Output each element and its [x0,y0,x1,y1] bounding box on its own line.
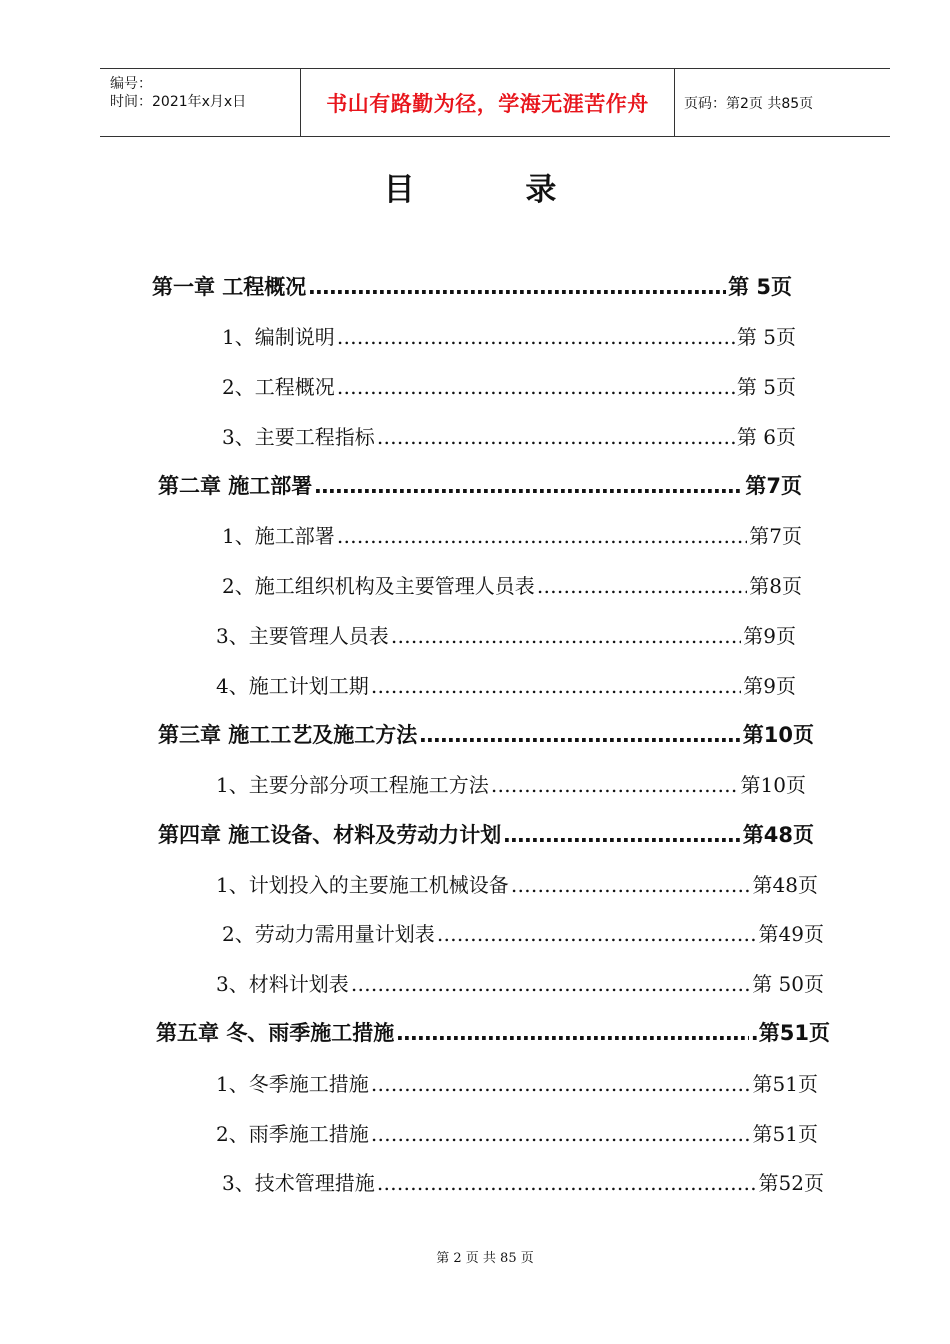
toc-leader-dots [371,674,742,698]
toc-entry-page: 第 5页 [728,275,792,299]
toc-entry-page: 第 5页 [736,325,796,349]
toc-leader-dots [511,873,751,897]
toc-entry-label: 第五章 冬、雨季施工措施 [156,1021,395,1045]
toc-entry-label: 3、材料计划表 [216,972,349,996]
toc-entry-label: 3、主要工程指标 [222,425,375,449]
toc-entry-page: 第48页 [742,823,814,847]
toc-entry-label: 2、工程概况 [222,375,335,399]
toc-entry-label: 2、雨季施工措施 [216,1122,369,1146]
toc-leader-dots [537,574,748,598]
toc-entry-page: 第 50页 [752,972,824,996]
toc-section-row [216,968,824,997]
toc-section-row [222,321,796,350]
toc-section-row [216,869,818,898]
toc-chapter-row [158,719,814,749]
toc-entry-page: 第7页 [749,524,802,548]
toc-entry-label: 1、主要分部分项工程施工方法 [216,773,489,797]
toc-leader-dots [371,1072,751,1096]
toc-leader-dots [308,275,726,299]
page-header [100,68,890,137]
toc-entry-page: 第9页 [743,674,796,698]
toc-entry-label: 第四章 施工设备、材料及劳动力计划 [158,823,502,847]
toc-leader-dots [337,325,735,349]
header-motto: 书山有路勤为径，学海无涯苦作舟 [326,91,649,116]
toc-entry-label: 1、冬季施工措施 [216,1072,369,1096]
toc-leader-dots [396,1021,748,1045]
toc-leader-dots [437,922,757,946]
toc-entry-page: 第10页 [742,723,814,747]
toc-leader-dots [371,1122,751,1146]
toc-entry-page: 第49页 [758,922,824,946]
toc-section-row [216,670,796,699]
header-time-label: 时间：2021年x月x日 [110,94,247,110]
toc-section-row [222,570,802,599]
toc-entry-label: 1、编制说明 [222,325,335,349]
toc-chapter-row [152,271,792,301]
toc-chapter-row [158,470,802,500]
page-title: 目 录 [383,172,607,208]
header-page-info: 页码：第2页 共85页 [684,95,814,112]
toc-entry-label: 2、施工组织机构及主要管理人员表 [222,574,535,598]
toc-entry-label: 4、施工计划工期 [216,674,369,698]
toc-entry-page: 第10页 [740,773,806,797]
toc-entry-page: 第 5页 [736,375,796,399]
toc-section-row [216,1118,818,1147]
toc-entry-label: 3、主要管理人员表 [216,624,389,648]
toc-entry-page: 第9页 [743,624,796,648]
toc-leader-dots [391,624,742,648]
toc-entry-label: 1、施工部署 [222,524,335,548]
toc-entry-page: 第7页 [745,474,802,498]
toc-entry-page: 第52页 [758,1171,824,1195]
toc-section-row [222,918,824,947]
toc-entry-label: 第二章 施工部署 [158,474,313,498]
toc-section-row [222,371,796,400]
toc-leader-dots [377,425,735,449]
toc-section-row [222,1167,824,1196]
toc-section-row [216,769,806,798]
header-meta-cell [100,69,301,136]
toc-leader-dots [377,1171,757,1195]
toc-leader-dots [503,823,740,847]
toc-section-row [222,520,802,549]
toc-chapter-row [158,819,814,849]
toc-entry-label: 第三章 施工工艺及施工方法 [158,723,418,747]
toc-leader-dots [419,723,740,747]
toc-entry-label: 3、技术管理措施 [222,1171,375,1195]
toc-entry-label: 1、计划投入的主要施工机械设备 [216,873,509,897]
toc-leader-dots [491,773,739,797]
toc-chapter-row [156,1017,830,1047]
toc-section-row [216,620,796,649]
toc-section-row [222,421,796,450]
toc-entry-page: 第 6页 [736,425,796,449]
header-motto-cell [301,69,675,136]
page-footer: 第 2 页 共 85 页 [436,1251,534,1266]
toc-entry-label: 2、劳动力需用量计划表 [222,922,435,946]
toc-leader-dots [351,972,750,996]
toc-leader-dots [337,375,735,399]
toc-entry-page: 第48页 [752,873,818,897]
toc-entry-page: 第51页 [752,1072,818,1096]
toc-entry-page: 第51页 [752,1122,818,1146]
toc-entry-page: .第51页 [750,1021,830,1045]
header-number-label: 编号： [110,76,152,92]
toc-section-row [216,1068,818,1097]
toc-leader-dots [337,524,748,548]
toc-leader-dots [314,474,743,498]
toc-entry-label: 第一章 工程概况 [152,275,307,299]
toc-entry-page: 第8页 [749,574,802,598]
